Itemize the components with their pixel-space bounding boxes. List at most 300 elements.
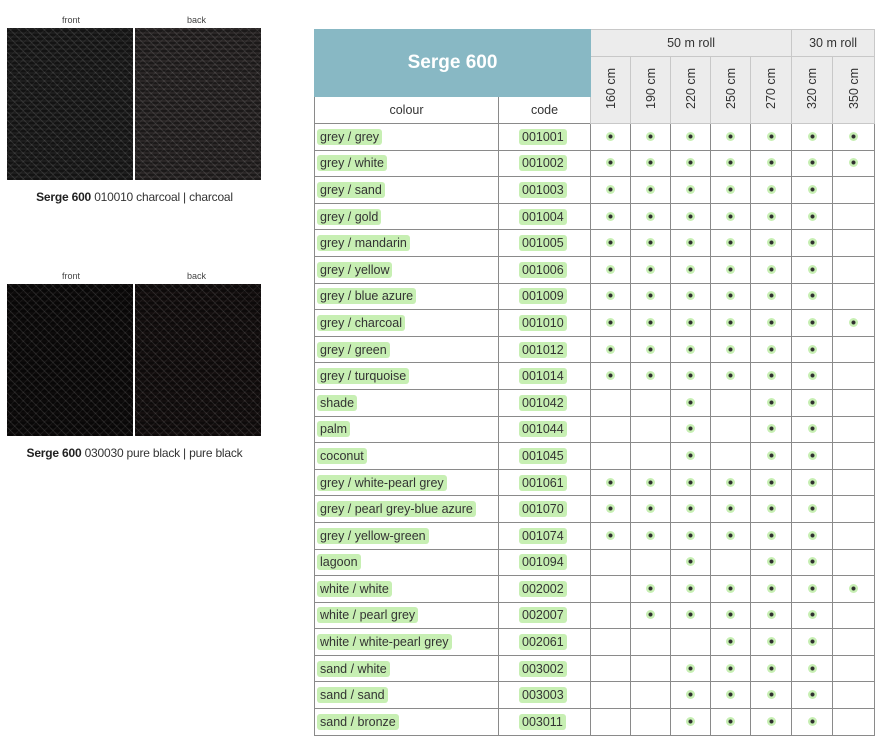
available-dot-icon: [686, 185, 695, 194]
availability-cell: [751, 549, 792, 576]
swatch-caption: [7, 446, 262, 460]
availability-cell: [591, 655, 631, 682]
available-dot-icon: [767, 345, 776, 354]
availability-cell: [631, 602, 671, 629]
code-header: code: [499, 97, 591, 124]
availability-cell: [833, 203, 875, 230]
colour-cell: [315, 602, 499, 629]
available-dot-icon: [726, 185, 735, 194]
colour-cell: [315, 230, 499, 257]
availability-cell: [792, 602, 833, 629]
code-cell: [499, 177, 591, 204]
code-value: 001005: [519, 235, 567, 251]
availability-cell: [591, 549, 631, 576]
availability-cell: [671, 256, 711, 283]
available-dot-icon: [726, 584, 735, 593]
availability-cell: [833, 124, 875, 151]
colour-name: sand / bronze: [317, 714, 399, 730]
swatch-back-image: [135, 28, 261, 180]
table-row: [315, 203, 875, 230]
table-row: [315, 709, 875, 736]
code-value: 002007: [519, 607, 567, 623]
available-dot-icon: [686, 584, 695, 593]
code-cell: [499, 602, 591, 629]
availability-cell: [671, 443, 711, 470]
availability-cell: [751, 283, 792, 310]
table-row: [315, 124, 875, 151]
availability-cell: [833, 469, 875, 496]
code-cell: [499, 522, 591, 549]
available-dot-icon: [726, 610, 735, 619]
availability-cell: [671, 283, 711, 310]
available-dot-icon: [767, 610, 776, 619]
availability-cell: [792, 655, 833, 682]
availability-cell: [671, 549, 711, 576]
availability-cell: [631, 256, 671, 283]
swatch-front-image: [7, 28, 133, 180]
table-row: [315, 576, 875, 603]
available-dot-icon: [808, 717, 817, 726]
availability-cell: [631, 203, 671, 230]
availability-cell: [711, 177, 751, 204]
availability-cell: [751, 602, 792, 629]
availability-cell: [671, 496, 711, 523]
availability-cell: [792, 522, 833, 549]
availability-cell: [631, 655, 671, 682]
table-row: [315, 389, 875, 416]
code-cell: [499, 629, 591, 656]
available-dot-icon: [606, 318, 615, 327]
available-dot-icon: [767, 451, 776, 460]
available-dot-icon: [849, 584, 858, 593]
code-value: 001061: [519, 475, 567, 491]
availability-cell: [711, 283, 751, 310]
available-dot-icon: [686, 557, 695, 566]
available-dot-icon: [808, 398, 817, 407]
code-value: 001042: [519, 395, 567, 411]
available-dot-icon: [726, 265, 735, 274]
code-value: 001006: [519, 262, 567, 278]
code-cell: [499, 203, 591, 230]
available-dot-icon: [808, 158, 817, 167]
available-dot-icon: [646, 345, 655, 354]
available-dot-icon: [808, 212, 817, 221]
availability-cell: [671, 416, 711, 443]
available-dot-icon: [808, 345, 817, 354]
availability-cell: [591, 682, 631, 709]
back-label: back: [187, 271, 207, 281]
availability-cell: [792, 124, 833, 151]
available-dot-icon: [767, 664, 776, 673]
table-title: Serge 600: [315, 30, 591, 97]
availability-cell: [671, 230, 711, 257]
available-dot-icon: [726, 318, 735, 327]
availability-cell: [711, 150, 751, 177]
availability-cell: [631, 469, 671, 496]
colour-cell: [315, 283, 499, 310]
availability-cell: [711, 629, 751, 656]
available-dot-icon: [767, 424, 776, 433]
availability-cell: [833, 283, 875, 310]
availability-cell: [671, 629, 711, 656]
colour-name: grey / white: [317, 155, 387, 171]
availability-cell: [833, 150, 875, 177]
available-dot-icon: [726, 132, 735, 141]
availability-cell: [631, 549, 671, 576]
availability-cell: [711, 230, 751, 257]
available-dot-icon: [686, 478, 695, 487]
available-dot-icon: [646, 212, 655, 221]
available-dot-icon: [767, 132, 776, 141]
swatch-group-charcoal: [7, 12, 262, 204]
available-dot-icon: [606, 238, 615, 247]
available-dot-icon: [808, 557, 817, 566]
swatch-caption: [7, 190, 262, 204]
availability-cell: [751, 336, 792, 363]
code-cell: [499, 469, 591, 496]
available-dot-icon: [686, 610, 695, 619]
table-row: [315, 363, 875, 390]
available-dot-icon: [686, 531, 695, 540]
availability-cell: [792, 203, 833, 230]
colour-cell: [315, 256, 499, 283]
availability-cell: [792, 336, 833, 363]
colour-cell: [315, 709, 499, 736]
available-dot-icon: [767, 584, 776, 593]
availability-cell: [591, 310, 631, 337]
table-row: [315, 443, 875, 470]
availability-cell: [671, 363, 711, 390]
available-dot-icon: [686, 504, 695, 513]
availability-cell: [671, 709, 711, 736]
available-dot-icon: [808, 132, 817, 141]
code-value: 001009: [519, 288, 567, 304]
availability-cell: [671, 389, 711, 416]
availability-cell: [792, 310, 833, 337]
availability-cell: [671, 150, 711, 177]
available-dot-icon: [606, 371, 615, 380]
available-dot-icon: [686, 424, 695, 433]
availability-cell: [591, 230, 631, 257]
available-dot-icon: [726, 664, 735, 673]
available-dot-icon: [808, 238, 817, 247]
availability-cell: [792, 709, 833, 736]
availability-cell: [591, 496, 631, 523]
availability-cell: [631, 416, 671, 443]
swatch-product-name: Serge 600: [26, 446, 82, 460]
available-dot-icon: [646, 318, 655, 327]
table-row: [315, 230, 875, 257]
available-dot-icon: [767, 291, 776, 300]
availability-cell: [711, 496, 751, 523]
available-dot-icon: [808, 424, 817, 433]
availability-cell: [631, 230, 671, 257]
available-dot-icon: [646, 504, 655, 513]
colour-cell: [315, 682, 499, 709]
availability-cell: [671, 469, 711, 496]
availability-cell: [792, 363, 833, 390]
available-dot-icon: [808, 291, 817, 300]
availability-cell: [751, 443, 792, 470]
colour-cell: [315, 336, 499, 363]
availability-cell: [751, 310, 792, 337]
availability-cell: [792, 629, 833, 656]
availability-cell: [833, 230, 875, 257]
available-dot-icon: [646, 291, 655, 300]
available-dot-icon: [808, 371, 817, 380]
availability-cell: [631, 496, 671, 523]
table-row: [315, 469, 875, 496]
code-cell: [499, 124, 591, 151]
availability-cell: [631, 177, 671, 204]
availability-cell: [671, 576, 711, 603]
available-dot-icon: [726, 690, 735, 699]
availability-cell: [792, 256, 833, 283]
availability-cell: [792, 177, 833, 204]
availability-cell: [671, 682, 711, 709]
available-dot-icon: [726, 504, 735, 513]
table-row: [315, 283, 875, 310]
available-dot-icon: [606, 265, 615, 274]
colour-name: grey / turquoise: [317, 368, 409, 384]
roll-group-30m: 30 m roll: [792, 30, 875, 57]
available-dot-icon: [686, 318, 695, 327]
availability-cell: [751, 416, 792, 443]
table-row: [315, 549, 875, 576]
availability-cell: [671, 655, 711, 682]
availability-cell: [591, 150, 631, 177]
colour-cell: [315, 203, 499, 230]
availability-cell: [591, 203, 631, 230]
colour-name: lagoon: [317, 554, 361, 570]
availability-cell: [711, 203, 751, 230]
availability-cell: [751, 389, 792, 416]
availability-cell: [792, 150, 833, 177]
table-row: [315, 682, 875, 709]
colour-name: grey / charcoal: [317, 315, 405, 331]
roll-group-50m: 50 m roll: [591, 30, 792, 57]
availability-cell: [711, 310, 751, 337]
availability-cell: [833, 602, 875, 629]
swatch-group-pure-black: [7, 268, 262, 460]
colour-name: grey / blue azure: [317, 288, 416, 304]
availability-cell: [711, 443, 751, 470]
swatch-labels: [7, 268, 262, 284]
availability-cell: [833, 709, 875, 736]
availability-cell: [711, 469, 751, 496]
availability-cell: [591, 124, 631, 151]
availability-cell: [792, 283, 833, 310]
available-dot-icon: [646, 610, 655, 619]
available-dot-icon: [686, 291, 695, 300]
available-dot-icon: [686, 717, 695, 726]
available-dot-icon: [808, 478, 817, 487]
availability-cell: [671, 602, 711, 629]
availability-cell: [711, 363, 751, 390]
availability-cell: [751, 682, 792, 709]
availability-cell: [591, 576, 631, 603]
available-dot-icon: [646, 265, 655, 274]
colour-cell: [315, 150, 499, 177]
colour-name: grey / yellow: [317, 262, 392, 278]
available-dot-icon: [767, 318, 776, 327]
availability-cell: [631, 389, 671, 416]
available-dot-icon: [686, 451, 695, 460]
colour-name: grey / sand: [317, 182, 385, 198]
availability-cell: [792, 389, 833, 416]
colour-cell: [315, 629, 499, 656]
available-dot-icon: [808, 610, 817, 619]
availability-cell: [591, 416, 631, 443]
availability-cell: [751, 256, 792, 283]
availability-cell: [591, 602, 631, 629]
availability-cell: [631, 283, 671, 310]
availability-cell: [833, 576, 875, 603]
availability-cell: [711, 576, 751, 603]
available-dot-icon: [726, 345, 735, 354]
available-dot-icon: [646, 531, 655, 540]
colour-cell: [315, 363, 499, 390]
swatch-product-name: Serge 600: [36, 190, 92, 204]
availability-cell: [711, 124, 751, 151]
availability-cell: [833, 629, 875, 656]
available-dot-icon: [808, 664, 817, 673]
availability-cell: [591, 177, 631, 204]
available-dot-icon: [808, 531, 817, 540]
availability-cell: [833, 443, 875, 470]
availability-cell: [591, 256, 631, 283]
table-row: [315, 629, 875, 656]
code-value: 001004: [519, 209, 567, 225]
available-dot-icon: [606, 132, 615, 141]
available-dot-icon: [606, 504, 615, 513]
available-dot-icon: [808, 185, 817, 194]
colour-cell: [315, 389, 499, 416]
availability-cell: [751, 230, 792, 257]
availability-cell: [833, 496, 875, 523]
availability-cell: [591, 629, 631, 656]
available-dot-icon: [726, 158, 735, 167]
available-dot-icon: [726, 478, 735, 487]
availability-cell: [671, 177, 711, 204]
colour-name: grey / grey: [317, 129, 382, 145]
available-dot-icon: [767, 478, 776, 487]
table-row: [315, 177, 875, 204]
code-cell: [499, 682, 591, 709]
available-dot-icon: [646, 584, 655, 593]
colour-cell: [315, 310, 499, 337]
available-dot-icon: [808, 451, 817, 460]
availability-cell: [671, 310, 711, 337]
availability-cell: [591, 443, 631, 470]
colour-name: coconut: [317, 448, 367, 464]
availability-cell: [671, 124, 711, 151]
colour-name: grey / white-pearl grey: [317, 475, 447, 491]
code-cell: [499, 416, 591, 443]
availability-cell: [631, 443, 671, 470]
available-dot-icon: [767, 185, 776, 194]
swatch-front-image: [7, 284, 133, 436]
table-row: [315, 602, 875, 629]
width-header: 350 cm: [833, 57, 875, 124]
available-dot-icon: [646, 478, 655, 487]
colour-cell: [315, 576, 499, 603]
available-dot-icon: [808, 690, 817, 699]
availability-cell: [833, 549, 875, 576]
front-label: front: [62, 15, 81, 25]
available-dot-icon: [767, 531, 776, 540]
available-dot-icon: [726, 371, 735, 380]
available-dot-icon: [808, 265, 817, 274]
available-dot-icon: [808, 584, 817, 593]
availability-cell: [711, 549, 751, 576]
swatch-back-image: [135, 284, 261, 436]
available-dot-icon: [646, 158, 655, 167]
code-value: 001001: [519, 129, 567, 145]
available-dot-icon: [726, 291, 735, 300]
availability-cell: [751, 629, 792, 656]
code-cell: [499, 230, 591, 257]
availability-cell: [792, 416, 833, 443]
colour-name: grey / green: [317, 342, 390, 358]
width-header: 160 cm: [591, 57, 631, 124]
availability-cell: [751, 655, 792, 682]
availability-cell: [591, 363, 631, 390]
code-value: 003003: [519, 687, 567, 703]
code-cell: [499, 256, 591, 283]
availability-cell: [833, 177, 875, 204]
code-cell: [499, 496, 591, 523]
colour-cell: [315, 522, 499, 549]
code-cell: [499, 363, 591, 390]
availability-cell: [591, 469, 631, 496]
table-row: [315, 496, 875, 523]
code-value: 002002: [519, 581, 567, 597]
available-dot-icon: [767, 637, 776, 646]
available-dot-icon: [606, 478, 615, 487]
available-dot-icon: [606, 531, 615, 540]
colour-cell: [315, 496, 499, 523]
available-dot-icon: [686, 132, 695, 141]
code-cell: [499, 283, 591, 310]
available-dot-icon: [767, 504, 776, 513]
availability-cell: [591, 389, 631, 416]
colour-name: grey / pearl grey-blue azure: [317, 501, 476, 517]
availability-cell: [751, 469, 792, 496]
available-dot-icon: [686, 212, 695, 221]
width-header: 220 cm: [671, 57, 711, 124]
availability-cell: [711, 522, 751, 549]
availability-cell: [792, 496, 833, 523]
availability-cell: [711, 602, 751, 629]
code-value: 003002: [519, 661, 567, 677]
availability-cell: [591, 283, 631, 310]
available-dot-icon: [849, 158, 858, 167]
availability-cell: [833, 655, 875, 682]
availability-cell: [792, 576, 833, 603]
available-dot-icon: [646, 132, 655, 141]
table-row: [315, 655, 875, 682]
availability-cell: [792, 549, 833, 576]
table-row: [315, 150, 875, 177]
availability-cell: [833, 522, 875, 549]
availability-cell: [711, 655, 751, 682]
colour-name: white / white: [317, 581, 392, 597]
availability-cell: [631, 576, 671, 603]
availability-cell: [711, 336, 751, 363]
availability-cell: [711, 256, 751, 283]
code-cell: [499, 655, 591, 682]
